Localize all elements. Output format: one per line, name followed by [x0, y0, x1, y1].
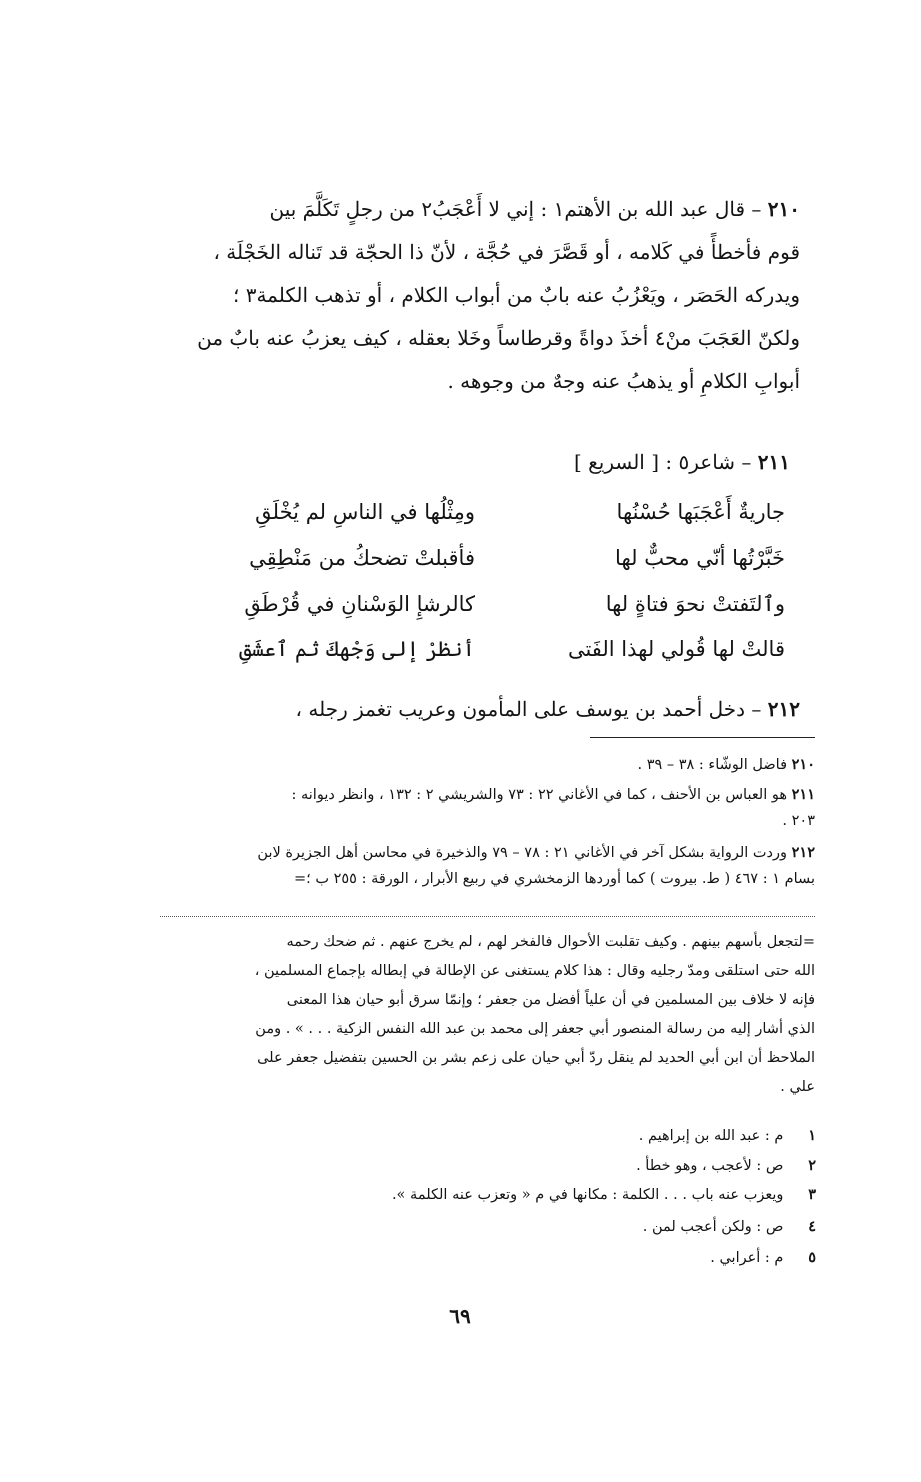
footnote-212-cont: بسام ١ : ٤٦٧ ( ط. بيروت ) كما أوردها الزمخشري في ربيع الأبرار ، الورقة : ٢٥٥ ب ؛=: [293, 871, 815, 887]
entry-210-line-1: ٢١٠ – قال عبد الله بن الأهتم١ : إني لا أَعْجَبُ٢ من رجلٍ تَكَلَّمَ بين: [269, 197, 800, 221]
entry-number: ٢١٠: [767, 197, 800, 221]
entry-210-line-4: ولكنّ العَجَبَ منْ٤ أخذَ دواةً وقرطاساً وخَلا بعقله ، كيف يعزبُ عنه بابٌ من: [197, 326, 800, 350]
footnote-separator: [590, 737, 815, 738]
entry-211-intro: ٢١١ – شاعر٥ : [ السريع ]: [573, 450, 790, 474]
hemistich-second: كالرشإِ الوَسْنانِ في قُرْطَقِ: [244, 592, 475, 616]
variant-1: ١ م : عبد الله بن إبراهيم .: [638, 1127, 816, 1144]
verse-4: [205, 637, 785, 681]
hemistich-second: أنظرْ إلى وَجْهكَ ثم ٱعشَقِ: [239, 637, 475, 661]
entry-number: ٢١١: [757, 450, 790, 474]
verse-2: [205, 546, 785, 590]
entry-212: ٢١٢ – دخل أحمد بن يوسف على المأمون وعريب تغمز رجله ،: [295, 697, 800, 721]
hemistich-first: خَبَّرْتُها أنّي محبٌّ لها: [615, 546, 785, 570]
variant-5: ٥ م : أعرابي .: [710, 1249, 816, 1266]
entry-210-line-5: أبوابِ الكلامِ أو يذهبُ عنه وجهٌ من وجوهه .: [447, 369, 800, 393]
hemistich-first: جاريةٌ أَعْجَبَها حُسْنُها: [616, 500, 785, 524]
footnotes: [160, 752, 815, 892]
page-number: ٦٩: [449, 1304, 471, 1328]
dotted-separator: [160, 916, 815, 917]
hemistich-second: فأقبلتْ تضحكُ من مَنْطِقِي: [249, 546, 475, 570]
hemistich-second: ومِثْلُها في الناسِ لم يُخْلَقِ: [255, 500, 475, 524]
footnote-212: ٢١٢ وردت الرواية بشكل آخر في الأغاني ٢١ : ٧٨ – ٧٩ والذخيرة في محاسن أهل الجزيرة لابن: [257, 844, 815, 861]
entry-210: [160, 188, 800, 403]
entry-210-line-2: قوم فأخطأً في كَلامه ، أو قَصَّرَ في حُجَّة ، لأنّ ذا الحجّة قد تَناله الخَجْلَة ،: [213, 240, 800, 264]
footnote-211-cont: ٢٠٣ .: [782, 813, 815, 829]
verse-3: [205, 592, 785, 636]
variant-2: ٢ ص : لأعجب ، وهو خطأ .: [636, 1157, 816, 1174]
hemistich-first: قالتْ لها قُولي لهذا الفَتى: [567, 637, 785, 661]
footnote-211: ٢١١ هو العباس بن الأحنف ، كما في الأغاني ٢٢ : ٧٣ والشريشي ٢ : ١٣٢ ، وانظر ديوانه :: [291, 786, 815, 803]
footnote-210: ٢١٠ فاضل الوشّاء : ٣٨ – ٣٩ .: [637, 756, 815, 773]
hemistich-first: وٱلتَفتتْ نحوَ فتاةٍ لها: [605, 592, 785, 616]
entry-number: ٢١٢: [767, 697, 800, 721]
continued-note: =لتجعل بأسهم بينهم . وكيف تقلبت الأحوال فالفخر لهم ، لم يخرج عنهم . ثم ضحك رحمه الله حتى استلقى ومدّ رجليه وقال : هذا كلام يستغنى عن الإطالة في إبطاله بإجماع المسلمين ، فإنه لا خلاف بين المسلمين في أن علياً أفضل من جعفر ؛ وإنمّا سرق أبو حيان هذا المعنى الذي أشار إليه من رسالة المنصور أبي جعفر إلى محمد بن عبد الله النفس الزكية . . . » . ومن الملاحظ أن ابن أبي الحديد لم ينقل ردّ أبي حيان على زعم بشر بن الحسين بتفضيل جعفر على علي .: [254, 934, 815, 1095]
variant-4: ٤ ص : ولكن أعجب لمن .: [642, 1218, 816, 1235]
entry-210-line-3: ويدركه الحَصَر ، ويَعْزُبُ عنه بابٌ من أبواب الكلام ، أو تذهب الكلمة٣ ؛: [232, 283, 800, 307]
verse-1: [205, 500, 785, 544]
variant-3: ٣ ويعزب عنه باب . . . الكلمة : مكانها في م « وتعزب عنه الكلمة ».: [391, 1186, 816, 1203]
